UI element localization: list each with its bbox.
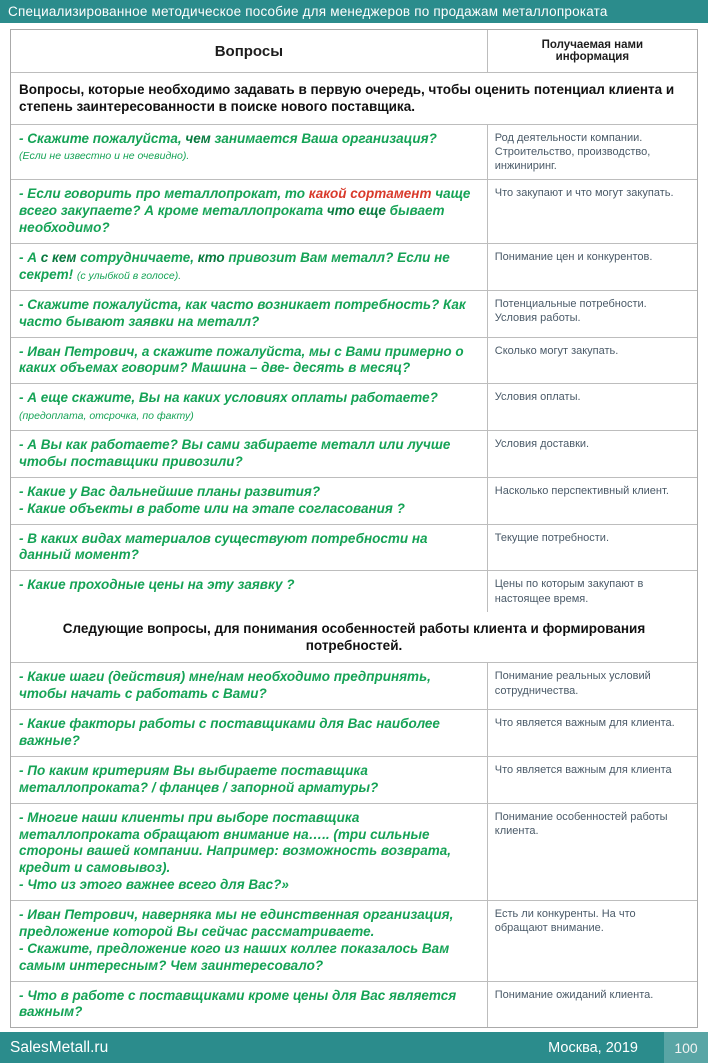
- question-segment: что еще: [326, 203, 386, 219]
- answer-cell: Потенциальные потребности. Условия работы.: [494, 297, 647, 325]
- info-column-header: [488, 30, 697, 72]
- question-segment: - Какие факторы работы с поставщиками для Вас наиболее важные?: [19, 716, 440, 749]
- info-column-header-text: Получаемая нами информация: [541, 39, 644, 63]
- question-segment: чаще всего закупаете? А кроме металлопроката: [19, 186, 471, 219]
- question-cell: [11, 804, 488, 900]
- question-cell: [11, 663, 488, 709]
- question-segment: кто: [197, 250, 225, 266]
- table-wrap: [0, 23, 708, 1028]
- question-cell: [11, 525, 488, 571]
- answer-cell: Насколько перспективный клиент.: [494, 484, 669, 497]
- answer-cell: Понимание цен и конкурентов.: [494, 251, 653, 264]
- answer-cell: Цены по которым закупают в настоящее время.: [494, 578, 644, 605]
- section-1-title: Вопросы, которые необходимо задавать в первую очередь, чтобы оценить потенциал клиента и степень заинтересованности в поиске нового поставщика.: [11, 73, 697, 125]
- question-segment: (Если не известно и не очевидно).: [19, 150, 190, 163]
- question-segment: занимается Ваша организация?: [210, 130, 437, 146]
- question-segment: - Какие проходные цены на эту заявку ?: [19, 577, 295, 593]
- question-row: [11, 478, 697, 525]
- top-title-bar: [0, 0, 708, 23]
- question-segment: - Что в работе с поставщиками кроме цены для Вас является важным?: [19, 987, 457, 1020]
- table-header-row: [11, 30, 697, 73]
- question-segment: - По каким критериям Вы выбираете поставщика металлопроката? / фланцев / запорной арматуры?: [19, 762, 379, 795]
- footer-page-number: 100: [664, 1032, 708, 1063]
- question-segment: - Скажите пожалуйста,: [19, 130, 186, 146]
- answer-cell: Что является важным для клиента: [494, 763, 672, 776]
- answer-cell: Понимание особенностей работы клиента.: [494, 810, 668, 837]
- answer-cell: Понимание ожиданий клиента.: [494, 988, 654, 1001]
- question-row: [11, 571, 697, 612]
- question-segment: сотрудничаете,: [76, 250, 198, 266]
- question-row: [11, 525, 697, 572]
- answer-cell: Есть ли конкуренты. На что обращают внимание.: [494, 908, 636, 935]
- answer-cell: Род деятельности компании. Строительство, производство, инжиниринг.: [494, 131, 651, 173]
- document-title: Специализированное методическое пособие для менеджеров по продажам металлопроката: [8, 4, 608, 19]
- section-1-rows: [11, 125, 697, 612]
- question-row: [11, 384, 697, 431]
- question-row: [11, 757, 697, 804]
- question-segment: - Иван Петрович, наверняка мы не единственная организация, предложение которой Вы сейчас рассматриваете. - Скажите, предложение кого из наших коллег показалось Вам самым интересным? Чем заинтересовало?: [19, 907, 454, 973]
- question-segment: (с улыбкой в голосе).: [76, 269, 182, 282]
- question-cell: [11, 710, 488, 756]
- answer-cell: Текущие потребности.: [494, 531, 610, 544]
- answer-cell: Условия оплаты.: [494, 391, 581, 404]
- question-cell: [11, 244, 488, 290]
- question-segment: - Иван Петрович, а скажите пожалуйста, мы с Вами примерно о каких объемах говорим? Машина – две- десять в месяц?: [19, 343, 464, 376]
- question-row: [11, 244, 697, 291]
- answer-cell: Что является важным для клиента.: [494, 717, 675, 730]
- footer-place-year: Москва, 2019: [548, 1039, 638, 1056]
- question-row: [11, 901, 697, 982]
- question-segment: бывает необходимо?: [19, 203, 445, 236]
- questions-table: [10, 29, 698, 1028]
- question-cell: [11, 180, 488, 243]
- answer-cell: Понимание реальных условий сотрудничества.: [494, 670, 651, 697]
- question-cell: [11, 384, 488, 430]
- answer-cell: Сколько могут закупать.: [494, 344, 619, 357]
- question-segment: с кем: [40, 250, 77, 266]
- question-row: [11, 982, 697, 1028]
- question-segment: привозит Вам металл? Если не секрет!: [19, 250, 450, 282]
- answer-cell: Условия доставки.: [494, 438, 590, 451]
- section-2-title: Следующие вопросы, для понимания особенностей работы клиента и формирования потребностей.: [11, 612, 697, 664]
- question-row: [11, 710, 697, 757]
- question-segment: - А: [19, 250, 41, 266]
- question-row: [11, 291, 697, 338]
- question-segment: - Какие шаги (действия) мне/нам необходимо предпринять, чтобы начать с работать с Вами?: [19, 669, 431, 702]
- question-cell: [11, 431, 488, 477]
- questions-column-header: Вопросы: [11, 30, 488, 72]
- question-cell: [11, 291, 488, 337]
- footer-site: SalesMetall.ru: [10, 1038, 109, 1056]
- question-segment: чем: [185, 130, 211, 146]
- question-segment: какой сортамент: [308, 186, 432, 202]
- question-cell: [11, 338, 488, 384]
- question-row: [11, 125, 697, 181]
- question-segment: - Если говорить про металлопрокат, то: [19, 186, 309, 202]
- question-segment: - А еще скажите, Вы на каких условиях оплаты работаете?: [19, 390, 438, 406]
- question-cell: [11, 901, 488, 981]
- question-cell: [11, 982, 488, 1028]
- question-row: [11, 431, 697, 478]
- footer-bar: [0, 1032, 708, 1063]
- question-segment: - В каких видах материалов существуют потребности на данный момент?: [19, 530, 428, 563]
- question-segment: - Многие наши клиенты при выборе поставщика металлопроката обращают внимание на….. (три сильные стороны вашей компании. Например: возможность возврата, кредит и самовывоз). - Что из этого важнее всего для Вас?»: [19, 809, 452, 893]
- question-row: [11, 180, 697, 244]
- question-row: [11, 338, 697, 385]
- question-segment: (предоплата, отсрочка, по факту): [19, 410, 194, 423]
- question-segment: - Скажите пожалуйста, как часто возникает потребность? Как часто бывают заявки на металл?: [19, 296, 466, 329]
- question-cell: [11, 757, 488, 803]
- question-segment: - Какие у Вас дальнейшие планы развития? - Какие объекты в работе или на этапе согласования ?: [19, 483, 405, 516]
- question-cell: [11, 478, 488, 524]
- question-cell: [11, 125, 488, 180]
- answer-cell: Что закупают и что могут закупать.: [494, 187, 674, 200]
- question-segment: - А Вы как работаете? Вы сами забираете металл или лучше чтобы поставщики привозили?: [19, 437, 451, 469]
- question-row: [11, 804, 697, 901]
- question-row: [11, 663, 697, 710]
- section-2-rows: [11, 663, 697, 1027]
- question-cell: [11, 571, 488, 612]
